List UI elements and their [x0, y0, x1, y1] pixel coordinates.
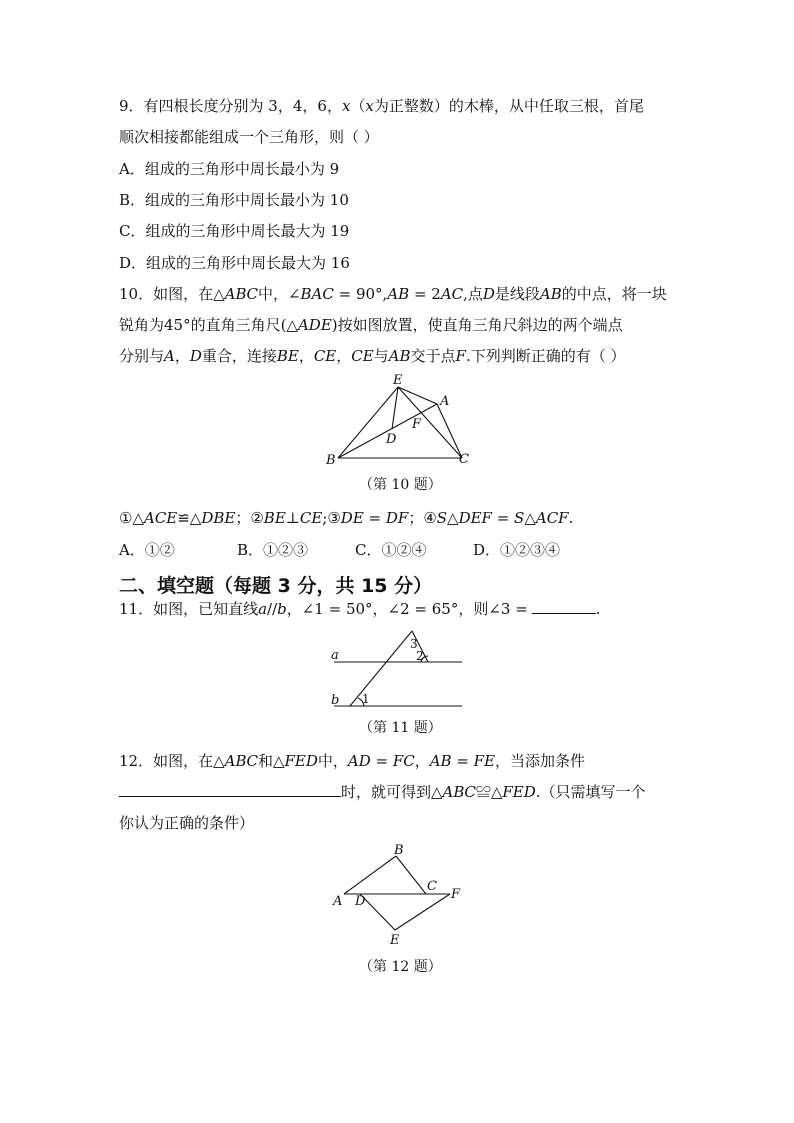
q11-figure	[328, 628, 468, 710]
q10-option-c: C．①②④	[355, 541, 427, 559]
q10-line-BE	[338, 387, 398, 458]
q9-option-b: B．组成的三角形中周长最小为 10	[119, 191, 349, 209]
q10-line-EA	[398, 387, 437, 404]
q11-label-a: a	[331, 648, 339, 663]
q10-label-A: A	[440, 394, 450, 409]
q10-caption: （第 10 题）	[359, 477, 442, 493]
q12-text: 时，就可得到△𝐴𝐵𝐶≌△𝐹𝐸𝐷.（只需填写一个	[341, 783, 646, 801]
q10-label-C: C	[459, 452, 469, 467]
q12-label-A: A	[333, 894, 343, 909]
q10-stem-line1: 10．如图，在△𝐴𝐵𝐶中，∠𝐵𝐴𝐶 = 90°,𝐴𝐵 = 2𝐴𝐶,点𝐷是线段𝐴𝐵的中点，将一块	[119, 285, 667, 303]
q10-line-AC	[437, 404, 462, 458]
q11-text: 11．如图，已知直线𝑎//𝑏，∠1 = 50°，∠2 = 65°，则∠3 =	[119, 600, 528, 618]
q11-transversal	[350, 631, 412, 706]
q10-stem-line2: 锐角为45°的直角三角尺(△𝐴𝐷𝐸)按如图放置，使直角三角尺斜边的两个端点	[119, 316, 623, 334]
q11-period: .	[595, 600, 601, 618]
q11-label-2: 2	[416, 649, 424, 663]
q12-label-C: C	[427, 879, 437, 894]
q11-label-1: 1	[362, 692, 370, 706]
q9-stem-line1: 9．有四根长度分别为 3，4，6，𝑥（𝑥为正整数）的木棒，从中任取三根，首尾	[119, 97, 644, 115]
q10-stem-line3: 分别与𝐴，𝐷重合，连接𝐵𝐸，𝐶𝐸，𝐶𝐸与𝐴𝐵交于点𝐹.下列判断正确的有（ ）	[119, 347, 626, 365]
q10-label-B: B	[326, 453, 336, 468]
q10-option-b: B．①②③	[237, 541, 309, 559]
q9-stem-line2: 顺次相接都能组成一个三角形，则（ ）	[119, 128, 379, 146]
q11-caption: （第 11 题）	[359, 720, 442, 736]
q9-option-c: C．组成的三角形中周长最大为 19	[119, 222, 350, 240]
q12-line-AB	[344, 856, 396, 894]
q12-label-E: E	[390, 933, 400, 948]
q12-figure	[330, 840, 466, 950]
q11-stem	[119, 599, 601, 619]
q10-label-E: E	[393, 373, 403, 388]
q12-line-BC	[396, 856, 426, 894]
q10-option-a: A．①②	[119, 541, 175, 559]
q10-option-d: D．①②③④	[473, 541, 561, 559]
q9-option-a: A．组成的三角形中周长最小为 9	[119, 160, 340, 178]
q11-answer-blank[interactable]	[532, 599, 596, 614]
q11-label-3: 3	[410, 637, 418, 651]
q10-line-EC	[398, 387, 462, 458]
q12-label-B: B	[394, 843, 404, 858]
q10-line-BA	[338, 404, 437, 458]
q12-stem-line2	[119, 782, 646, 802]
q12-stem-line1: 12．如图，在△𝐴𝐵𝐶和△𝐹𝐸𝐷中，𝐴𝐷 = 𝐹𝐶，𝐴𝐵 = 𝐹𝐸，当添加条件	[119, 752, 586, 770]
q9-option-d: D．组成的三角形中周长最大为 16	[119, 254, 350, 272]
q10-label-F: F	[412, 417, 422, 432]
q12-label-F: F	[451, 887, 461, 902]
section-heading: 二、填空题（每题 3 分，共 15 分）	[119, 575, 433, 597]
q10-options	[119, 540, 591, 560]
q10-statements: ①△𝐴𝐶𝐸≌△𝐷𝐵𝐸；②𝐵𝐸⊥𝐶𝐸;③𝐷𝐸 = 𝐷𝐹；④𝑆△𝐷𝐸𝐹 = 𝑆△𝐴𝐶𝐹.	[119, 509, 574, 527]
q10-label-D: D	[386, 432, 397, 447]
q12-line-EF	[395, 894, 450, 930]
q12-caption: （第 12 题）	[359, 959, 442, 975]
q12-stem-line3: 你认为正确的条件）	[119, 814, 255, 832]
q12-label-D: D	[355, 894, 366, 909]
q10-figure	[320, 372, 480, 467]
q11-label-b: b	[331, 693, 340, 708]
q12-answer-blank[interactable]	[119, 782, 341, 797]
